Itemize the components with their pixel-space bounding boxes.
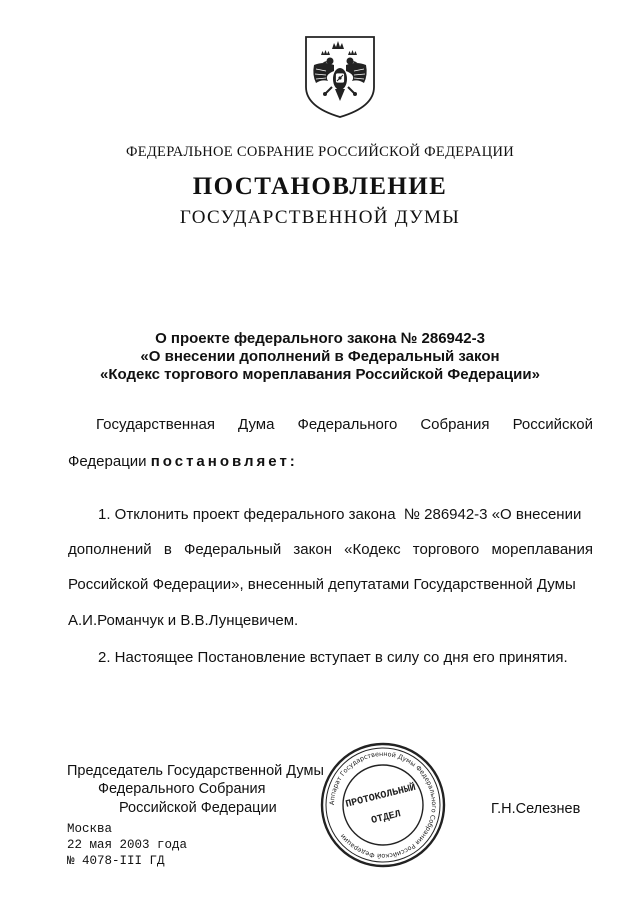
clause-1-line-3: Российской Федерации», внесенный депутатами Государственной Думы	[68, 576, 576, 593]
clause-word: «Кодекс	[344, 541, 401, 558]
signatory-title-3: Российской Федерации	[119, 800, 277, 816]
clause-2: 2. Настоящее Постановление вступает в силу со дня его принятия.	[98, 649, 568, 666]
subject-line-2: «О внесении дополнений в Федеральный закон	[140, 348, 500, 365]
clause-1-line-4: А.И.Романчук и В.В.Лунцевичем.	[68, 612, 299, 629]
preamble-word: Государственная	[96, 416, 215, 433]
signatory-name: Г.Н.Селезнев	[491, 801, 581, 817]
clause-word: торгового	[412, 541, 480, 558]
clause-1-line-2	[68, 541, 593, 558]
subject-line-3: «Кодекс торгового мореплавания Российской Федерации»	[100, 366, 540, 383]
preamble-line-1	[96, 416, 593, 433]
clause-word: дополнений	[68, 541, 152, 558]
svg-text:ОТДЕЛ: ОТДЕЛ	[370, 809, 403, 828]
preamble-word: Дума	[237, 416, 275, 433]
official-stamp	[318, 740, 448, 870]
document-number: № 4078-III ГД	[67, 854, 165, 868]
signatory-title-2: Федерального Собрания	[98, 781, 266, 797]
city: Москва	[67, 822, 113, 836]
clause-word: закон	[293, 541, 332, 558]
preamble-word: Собрания	[420, 416, 490, 433]
issuing-body: ГОСУДАРСТВЕННОЙ ДУМЫ	[179, 207, 461, 228]
preamble-word: Федерального	[297, 416, 398, 433]
clause-word: в	[163, 541, 172, 558]
signatory-title-1: Председатель Государственной Думы	[67, 763, 324, 779]
preamble-line-2	[68, 453, 298, 470]
clause-1-line-1: 1. Отклонить проект федерального закона № 286942-3 «О внесении	[98, 506, 582, 523]
document-type: ПОСТАНОВЛЕНИЕ	[192, 173, 448, 200]
date: 22 мая 2003 года	[67, 838, 188, 852]
preamble-start: Федерации	[68, 453, 147, 470]
svg-text:ПРОТОКОЛЬНЫЙ: ПРОТОКОЛЬНЫЙ	[344, 782, 418, 811]
clause-word: мореплавания	[491, 541, 593, 558]
subject-line-1: О проекте федерального закона № 286942-3	[155, 330, 485, 347]
preamble-word: Российской	[512, 416, 593, 433]
svg-text:Аппарат Государственной Думы Ф: Аппарат Государственной Думы Федерального Собрания Российской Федерации	[327, 749, 439, 861]
parliament-name: ФЕДЕРАЛЬНОЕ СОБРАНИЕ РОССИЙСКОЙ ФЕДЕРАЦИИ	[125, 144, 515, 160]
clause-word: Федеральный	[184, 541, 282, 558]
coat-of-arms-icon	[304, 35, 376, 119]
decree-word: постановляет:	[150, 453, 298, 470]
